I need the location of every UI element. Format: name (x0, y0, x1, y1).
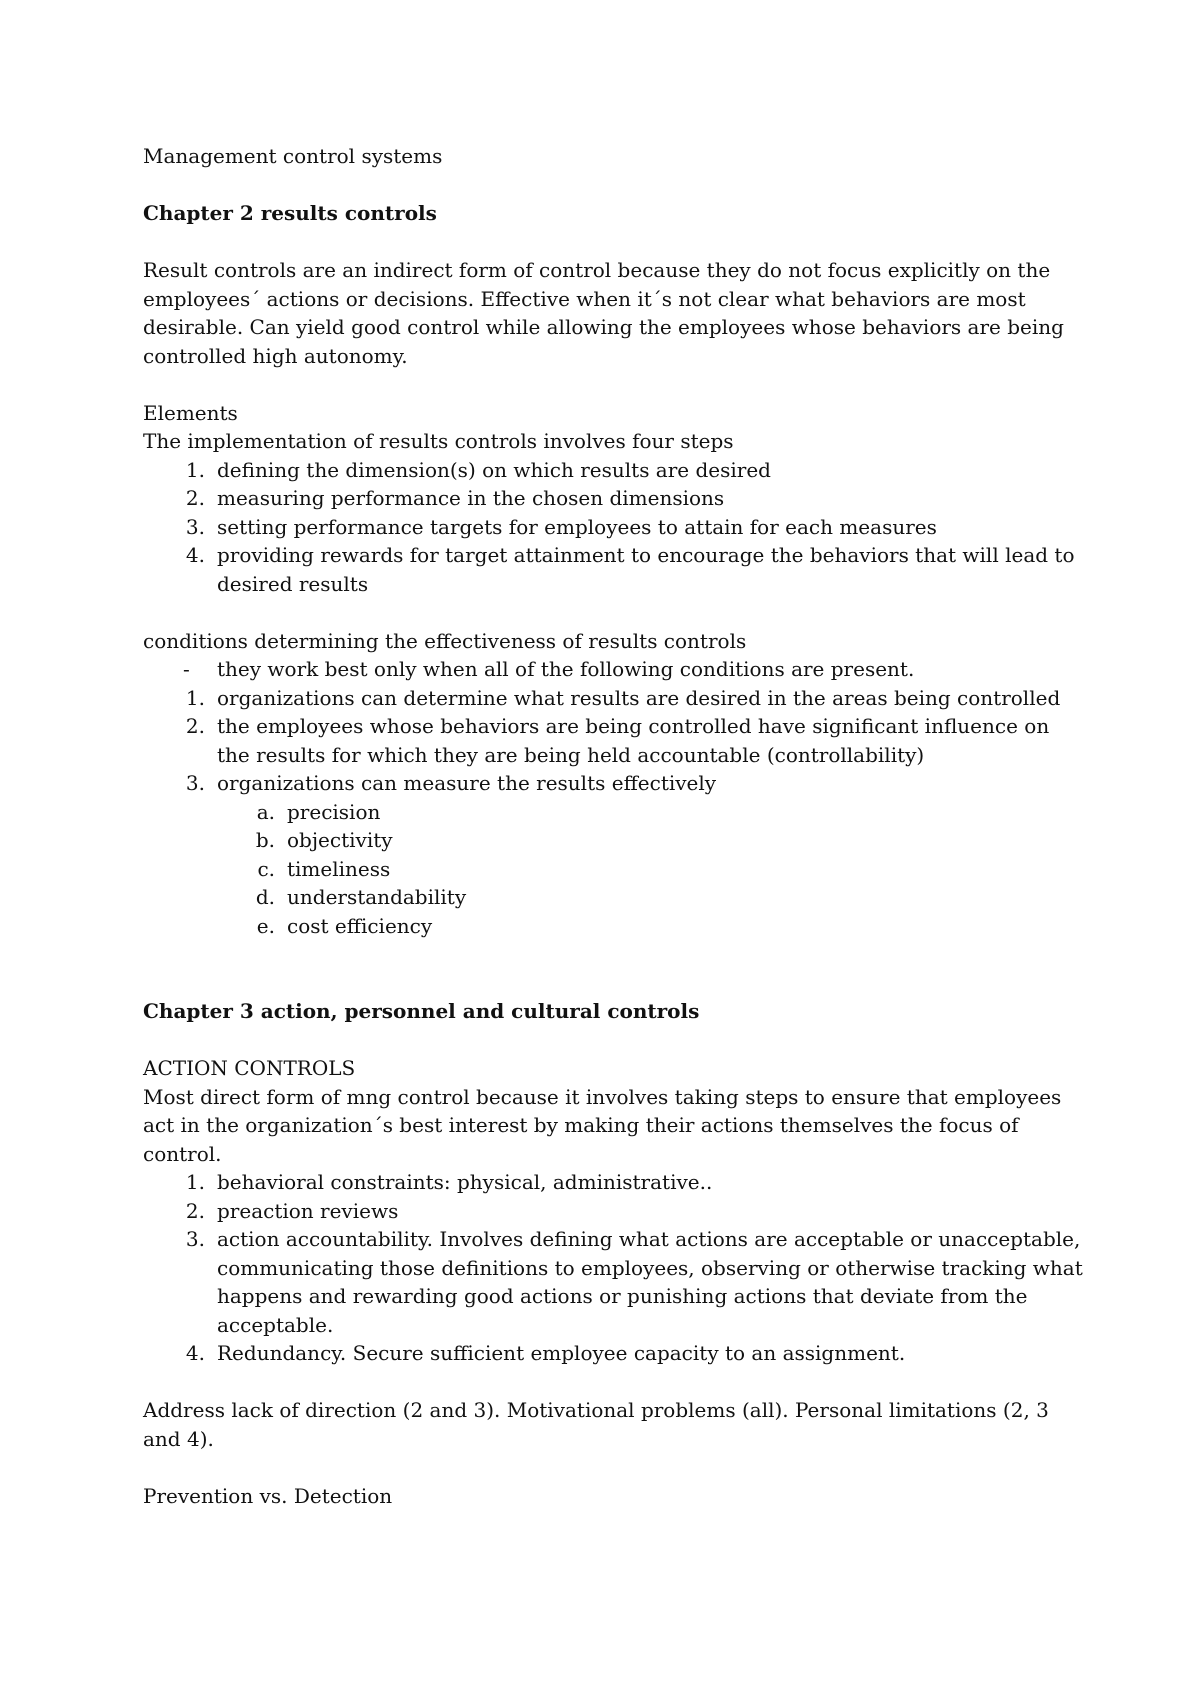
elements-label: Elements (143, 400, 238, 425)
list-marker: d. (255, 885, 275, 909)
list-marker: 1. (185, 457, 205, 482)
list-marker: 2. (185, 486, 205, 510)
list-item-text: action accountability. Involves defining what actions are acceptable or unacceptable, communicating those definitions to employees, observing or otherwise tracking what happens and rewarding good actions or punishing actions that deviate from the acceptable. (217, 1227, 1083, 1337)
chapter-3-heading: Chapter 3 action, personnel and cultural controls (143, 999, 700, 1023)
list-marker: 2. (185, 714, 205, 738)
list-marker: 3. (185, 771, 205, 795)
list-item-text: cost efficiency (287, 913, 433, 938)
list-item (143, 1225, 1083, 1339)
list-marker: a. (256, 799, 275, 824)
spacer (143, 171, 1083, 200)
list-item-text: timeliness (287, 856, 391, 881)
list-marker: 3. (185, 1227, 205, 1251)
list-item-text: understandability (287, 885, 467, 909)
action-controls-label: ACTION CONTROLS (143, 1056, 356, 1080)
list-item-text: setting performance targets for employees to attain for each measures (217, 514, 937, 539)
list-marker: - (183, 657, 190, 681)
chapter-2-intro: Result controls are an indirect form of control because they do not focus explicitly on the employees´ actions or decisions. Effective when it´s not clear what behaviors are most desirable. Can yield good control while allowing the employees whose behaviors are being controlled high autonomy. (143, 258, 1064, 368)
list-marker: c. (257, 856, 275, 881)
sub-list-item (143, 912, 1083, 941)
sub-list-item (143, 883, 1083, 912)
list-item (143, 684, 1083, 713)
list-marker: 4. (185, 543, 205, 567)
list-marker: e. (256, 913, 275, 938)
list-item (143, 655, 1083, 684)
list-item (143, 712, 1083, 769)
list-item-text: measuring performance in the chosen dimensions (217, 486, 725, 510)
list-item-text: organizations can determine what results are desired in the areas being controlled (217, 685, 1061, 710)
chapter-2-heading: Chapter 2 results controls (143, 201, 437, 225)
prevention-vs-detection: Prevention vs. Detection (143, 1483, 393, 1508)
conditions-label: conditions determining the effectiveness of results controls (143, 628, 747, 653)
list-marker: b. (255, 828, 275, 852)
sub-list-item (143, 826, 1083, 855)
list-item-text: they work best only when all of the following conditions are present. (217, 657, 915, 681)
list-item-text: the employees whose behaviors are being controlled have significant influence on the results for which they are being held accountable (controllability) (217, 714, 1050, 767)
list-item (143, 769, 1083, 798)
list-marker: 2. (185, 1198, 205, 1223)
list-item (143, 1339, 1083, 1368)
list-item-text: precision (287, 799, 381, 824)
address-paragraph: Address lack of direction (2 and 3). Motivational problems (all). Personal limitations (2, 3 and 4). (143, 1398, 1049, 1451)
list-item-text: providing rewards for target attainment to encourage the behaviors that will lead to desired results (217, 543, 1075, 596)
spacer (143, 228, 1083, 257)
steps-intro: The implementation of results controls involves four steps (143, 429, 734, 453)
spacer (143, 370, 1083, 399)
list-item-text: behavioral constraints: physical, administrative.. (217, 1170, 713, 1194)
list-item-text: defining the dimension(s) on which results are desired (217, 457, 771, 482)
document-title: Management control systems (143, 144, 443, 168)
sub-list-item (143, 855, 1083, 884)
spacer (143, 1453, 1083, 1482)
spacer (143, 940, 1083, 969)
spacer (143, 598, 1083, 627)
list-item (143, 513, 1083, 542)
list-item-text: objectivity (287, 828, 393, 852)
list-marker: 1. (185, 685, 205, 710)
list-marker: 1. (185, 1170, 205, 1194)
document-page (143, 142, 1083, 1510)
list-item (143, 484, 1083, 513)
list-item-text: organizations can measure the results effectively (217, 771, 717, 795)
list-marker: 4. (185, 1341, 205, 1365)
spacer (143, 969, 1083, 998)
list-marker: 3. (185, 514, 205, 539)
list-item (143, 1168, 1083, 1197)
action-controls-intro: Most direct form of mng control because it involves taking steps to ensure that employees act in the organization´s best interest by making their actions themselves the focus of control. (143, 1084, 1062, 1166)
list-item (143, 456, 1083, 485)
list-item-text: preaction reviews (217, 1198, 399, 1223)
spacer (143, 1368, 1083, 1397)
sub-list-item (143, 798, 1083, 827)
list-item-text: Redundancy. Secure sufficient employee capacity to an assignment. (217, 1341, 906, 1365)
list-item (143, 1197, 1083, 1226)
spacer (143, 1026, 1083, 1055)
list-item (143, 541, 1083, 598)
